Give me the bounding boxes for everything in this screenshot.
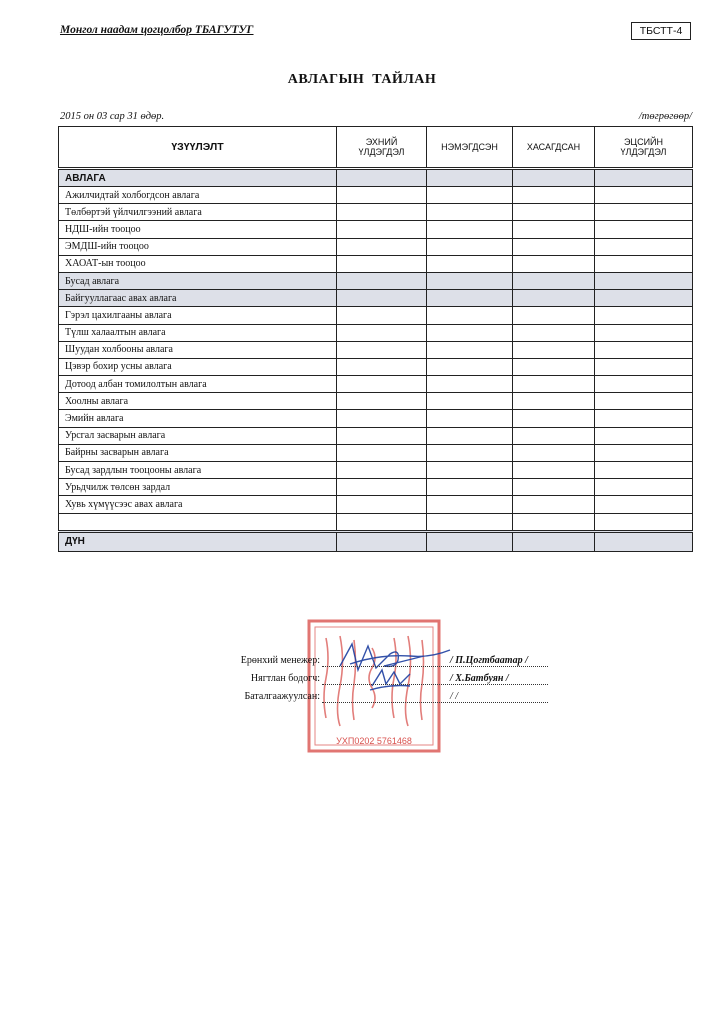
value-cell: [595, 444, 693, 461]
manager-name: / П.Цогтбаатар /: [450, 655, 528, 666]
verified-label: Баталгаажуулсан:: [244, 691, 320, 702]
column-header-closing-balance: ЭЦСИЙН ҮЛДЭГДЭЛ: [595, 127, 693, 169]
value-cell: [595, 358, 693, 375]
total-label: ДҮН: [59, 531, 337, 551]
column-header-decreased: ХАСАГДСАН: [513, 127, 595, 169]
value-cell: [427, 187, 513, 204]
value-cell: [513, 376, 595, 393]
value-cell: [513, 531, 595, 551]
signature-row-manager: [230, 655, 528, 666]
receivables-table: [58, 126, 693, 552]
table-row-group: [59, 169, 693, 187]
row-label: ХАОАТ-ын тооцоо: [59, 255, 337, 272]
table-row: [59, 204, 693, 221]
value-cell: [595, 341, 693, 358]
currency-unit: /төгрөгөөр/: [638, 111, 692, 122]
table-row: [59, 496, 693, 513]
value-cell: [337, 204, 427, 221]
row-label: Ажилчидтай холбогдсон авлага: [59, 187, 337, 204]
value-cell: [337, 496, 427, 513]
value-cell: [513, 496, 595, 513]
table-row: [59, 221, 693, 238]
accountant-name: / Х.Батбуян /: [450, 673, 509, 684]
value-cell: [337, 393, 427, 410]
table-row: [59, 238, 693, 255]
value-cell: [595, 427, 693, 444]
row-label: Гэрэл цахилгааны авлага: [59, 307, 337, 324]
column-header-indicator: ҮЗҮҮЛЭЛТ: [59, 127, 337, 169]
value-cell: [595, 238, 693, 255]
value-cell: [513, 444, 595, 461]
row-label: Байгууллагаас авах авлага: [59, 290, 337, 307]
value-cell: [513, 255, 595, 272]
row-label: [59, 513, 337, 531]
table-row: [59, 290, 693, 307]
value-cell: [513, 238, 595, 255]
table-row: [59, 393, 693, 410]
value-cell: [427, 513, 513, 531]
verified-name: / /: [450, 691, 459, 702]
value-cell: [427, 358, 513, 375]
value-cell: [337, 255, 427, 272]
value-cell: [595, 221, 693, 238]
table-row: [59, 376, 693, 393]
value-cell: [513, 187, 595, 204]
row-label: Дотоод албан томилолтын авлага: [59, 376, 337, 393]
value-cell: [427, 238, 513, 255]
signature-row-verified: [230, 691, 459, 702]
table-row: [59, 358, 693, 375]
table-row: [59, 187, 693, 204]
value-cell: [595, 204, 693, 221]
value-cell: [337, 479, 427, 496]
table-row: [59, 462, 693, 479]
value-cell: [427, 427, 513, 444]
stamp-code: УХП0202 5761468: [336, 736, 412, 746]
value-cell: [337, 376, 427, 393]
table-row: [59, 427, 693, 444]
row-label: Хоолны авлага: [59, 393, 337, 410]
value-cell: [513, 513, 595, 531]
signature-row-accountant: [230, 673, 509, 684]
value-cell: [427, 376, 513, 393]
value-cell: [595, 531, 693, 551]
value-cell: [337, 290, 427, 307]
row-label: Бусад авлага: [59, 272, 337, 289]
value-cell: [513, 169, 595, 187]
value-cell: [513, 341, 595, 358]
signature-line: [322, 701, 548, 703]
row-label: Төлбөртэй үйлчилгээний авлага: [59, 204, 337, 221]
value-cell: [513, 307, 595, 324]
row-label: Урьдчилж төлсөн зардал: [59, 479, 337, 496]
value-cell: [595, 169, 693, 187]
value-cell: [595, 307, 693, 324]
value-cell: [595, 376, 693, 393]
value-cell: [513, 324, 595, 341]
row-label: Бусад зардлын тооцооны авлага: [59, 462, 337, 479]
value-cell: [595, 410, 693, 427]
value-cell: [337, 169, 427, 187]
group-label: АВЛАГА: [59, 169, 337, 187]
signature-line: [322, 683, 548, 685]
value-cell: [513, 410, 595, 427]
value-cell: [513, 358, 595, 375]
value-cell: [513, 290, 595, 307]
value-cell: [337, 272, 427, 289]
value-cell: [337, 427, 427, 444]
accountant-label: Нягтлан бодогч:: [250, 673, 320, 684]
value-cell: [427, 496, 513, 513]
value-cell: [427, 410, 513, 427]
report-date: 2015 он 03 сар 31 өдөр.: [60, 111, 165, 122]
row-label: Хувь хүмүүсээс авах авлага: [59, 496, 337, 513]
value-cell: [595, 496, 693, 513]
value-cell: [595, 324, 693, 341]
value-cell: [337, 444, 427, 461]
value-cell: [337, 307, 427, 324]
row-label: ЭМДШ-ийн тооцоо: [59, 238, 337, 255]
value-cell: [337, 513, 427, 531]
report-title: АВЛАГЫН ТАЙЛАН: [287, 72, 437, 87]
value-cell: [427, 221, 513, 238]
table-row: [59, 341, 693, 358]
value-cell: [337, 324, 427, 341]
table-row-blank: [59, 513, 693, 531]
table-row: [59, 324, 693, 341]
value-cell: [513, 272, 595, 289]
value-cell: [427, 462, 513, 479]
table-row: [59, 255, 693, 272]
table-row-total: [59, 531, 693, 551]
row-label: Цэвэр бохир усны авлага: [59, 358, 337, 375]
value-cell: [513, 221, 595, 238]
value-cell: [427, 255, 513, 272]
value-cell: [595, 513, 693, 531]
row-label: Урсгал засварын авлага: [59, 427, 337, 444]
value-cell: [337, 341, 427, 358]
table-row: [59, 444, 693, 461]
value-cell: [427, 204, 513, 221]
value-cell: [427, 169, 513, 187]
row-label: НДШ-ийн тооцоо: [59, 221, 337, 238]
value-cell: [337, 531, 427, 551]
row-label: Шуудан холбооны авлага: [59, 341, 337, 358]
value-cell: [595, 255, 693, 272]
value-cell: [427, 272, 513, 289]
value-cell: [595, 393, 693, 410]
value-cell: [595, 272, 693, 289]
column-header-increased: НЭМЭГДСЭН: [427, 127, 513, 169]
organization-name: Монгол наадам цогцолбор ТБАГУТУГ: [60, 24, 254, 36]
value-cell: [427, 479, 513, 496]
value-cell: [337, 238, 427, 255]
value-cell: [427, 290, 513, 307]
value-cell: [337, 221, 427, 238]
value-cell: [595, 462, 693, 479]
value-cell: [337, 358, 427, 375]
table-row: [59, 272, 693, 289]
row-label: Эмийн авлага: [59, 410, 337, 427]
value-cell: [337, 187, 427, 204]
value-cell: [427, 307, 513, 324]
value-cell: [427, 341, 513, 358]
column-header-opening-balance: ЭХНИЙ ҮЛДЭГДЭЛ: [337, 127, 427, 169]
value-cell: [427, 531, 513, 551]
table-row: [59, 479, 693, 496]
value-cell: [427, 324, 513, 341]
table-row: [59, 307, 693, 324]
value-cell: [337, 462, 427, 479]
value-cell: [595, 187, 693, 204]
value-cell: [513, 393, 595, 410]
value-cell: [337, 410, 427, 427]
value-cell: [595, 479, 693, 496]
value-cell: [595, 290, 693, 307]
value-cell: [513, 427, 595, 444]
value-cell: [513, 479, 595, 496]
value-cell: [427, 393, 513, 410]
value-cell: [513, 204, 595, 221]
form-code-box: ТБСТТ-4: [631, 22, 691, 40]
manager-label: Ерөнхий менежер:: [240, 655, 320, 666]
table-row: [59, 410, 693, 427]
value-cell: [427, 444, 513, 461]
value-cell: [513, 462, 595, 479]
row-label: Байрны засварын авлага: [59, 444, 337, 461]
row-label: Түлш халаалтын авлага: [59, 324, 337, 341]
